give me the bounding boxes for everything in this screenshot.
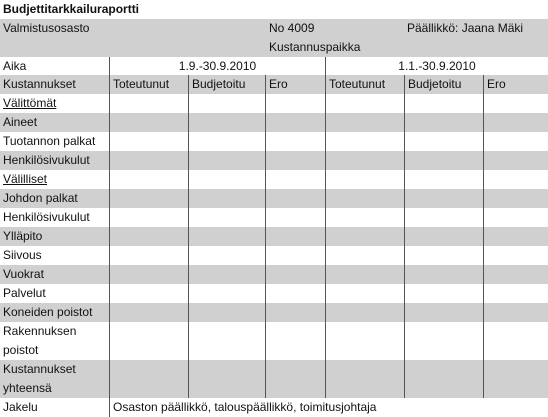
table-cell: [483, 284, 548, 303]
table-cell: [188, 227, 265, 246]
table-cell: [325, 284, 404, 303]
report-title: Budjettitarkkailuraportti: [0, 0, 548, 19]
table-cell: [265, 322, 325, 360]
table-cell: [188, 322, 265, 360]
row-label-total: Kustannukset yhteensä: [3, 362, 76, 395]
table-row: [0, 284, 548, 303]
table-cell: [265, 246, 325, 265]
table-row: [0, 227, 548, 246]
table-cell: [265, 208, 325, 227]
table-cell: [404, 94, 483, 113]
table-cell: [109, 94, 188, 113]
row-label: Koneiden poistot: [3, 305, 93, 319]
table-row: [0, 246, 548, 265]
row-label: Johdon palkat: [3, 191, 78, 205]
table-cell: [188, 284, 265, 303]
table-cell: [325, 265, 404, 284]
table-cell: [109, 208, 188, 227]
table-cell: [109, 322, 188, 360]
table-cell: [188, 208, 265, 227]
table-cell: [109, 360, 188, 398]
table-cell: [325, 132, 404, 151]
manager-name: Päällikkö: Jaana Mäki: [407, 21, 524, 35]
table-cell: [404, 322, 483, 360]
distribution-value: Osaston päällikkö, talouspäällikkö, toimitusjohtaja: [109, 398, 548, 417]
table-cell: [483, 227, 548, 246]
table-row-total: [0, 360, 548, 398]
header-info-row: [0, 19, 548, 57]
row-label: Henkilösivukulut: [3, 153, 90, 167]
table-row: [0, 322, 548, 360]
table-cell: [404, 246, 483, 265]
table-cell: [109, 246, 188, 265]
table-cell: [265, 151, 325, 170]
table-cell: [109, 151, 188, 170]
cost-center-label: Kustannuspaikka: [269, 40, 361, 54]
table-cell: [265, 170, 325, 189]
time-row: [0, 57, 548, 75]
table-cell: [265, 189, 325, 208]
table-cell: [109, 303, 188, 322]
table-cell: [404, 151, 483, 170]
table-row: [0, 303, 548, 322]
table-row: [0, 113, 548, 132]
table-cell: [404, 284, 483, 303]
time-label: Aika: [3, 59, 27, 73]
row-label: Siivous: [3, 248, 42, 262]
table-cell: [109, 113, 188, 132]
period-2: 1.1.-30.9.2010: [325, 57, 548, 75]
table-cell: [483, 360, 548, 398]
table-row: [0, 94, 548, 113]
table-cell: [325, 360, 404, 398]
table-cell: [404, 227, 483, 246]
budget-header-1: Budjetoitu: [188, 75, 265, 94]
table-cell: [404, 189, 483, 208]
table-cell: [188, 170, 265, 189]
table-row: [0, 151, 548, 170]
table-cell: [325, 151, 404, 170]
distribution-row: [0, 398, 548, 417]
table-cell: [483, 303, 548, 322]
table-cell: [325, 94, 404, 113]
table-cell: [325, 246, 404, 265]
table-cell: [109, 170, 188, 189]
table-cell: [404, 132, 483, 151]
row-label: Tuotannon palkat: [3, 134, 96, 148]
table-cell: [109, 265, 188, 284]
table-cell: [483, 265, 548, 284]
table-cell: [325, 113, 404, 132]
actual-header-1: Toteutunut: [109, 75, 188, 94]
row-label: Aineet: [3, 115, 38, 129]
table-cell: [265, 113, 325, 132]
table-row: [0, 170, 548, 189]
table-row: [0, 265, 548, 284]
table-cell: [325, 322, 404, 360]
actual-header-2: Toteutunut: [325, 75, 404, 94]
department-number: No 4009: [269, 21, 315, 35]
table-cell: [483, 170, 548, 189]
table-cell: [265, 303, 325, 322]
table-cell: [325, 170, 404, 189]
table-cell: [404, 360, 483, 398]
table-cell: [265, 360, 325, 398]
row-label: Vuokrat: [3, 267, 44, 281]
table-cell: [188, 113, 265, 132]
table-cell: [188, 360, 265, 398]
costs-header: Kustannukset: [3, 77, 76, 91]
table-cell: [188, 189, 265, 208]
table-cell: [483, 113, 548, 132]
table-row: [0, 208, 548, 227]
table-cell: [483, 208, 548, 227]
table-cell: [483, 246, 548, 265]
row-label: Rakennuksen poistot: [3, 324, 77, 357]
table-cell: [325, 227, 404, 246]
table-cell: [265, 284, 325, 303]
table-cell: [483, 94, 548, 113]
distribution-label: Jakelu: [3, 400, 38, 414]
table-cell: [483, 151, 548, 170]
table-cell: [265, 94, 325, 113]
row-label-direct: Välittömät: [3, 96, 57, 110]
diff-header-2: Ero: [483, 75, 548, 94]
period-1: 1.9.-30.9.2010: [109, 57, 325, 75]
table-cell: [483, 322, 548, 360]
table-cell: [188, 246, 265, 265]
table-cell: [483, 132, 548, 151]
table-cell: [188, 132, 265, 151]
table-cell: [325, 189, 404, 208]
table-row: [0, 189, 548, 208]
row-label: Henkilösivukulut: [3, 210, 90, 224]
table-cell: [404, 303, 483, 322]
row-label: Palvelut: [3, 286, 46, 300]
table-cell: [188, 303, 265, 322]
table-cell: [404, 170, 483, 189]
row-label-indirect: Välilliset: [3, 172, 48, 186]
diff-header-1: Ero: [265, 75, 325, 94]
table-cell: [325, 303, 404, 322]
budget-header-2: Budjetoitu: [404, 75, 483, 94]
column-header-row: [0, 75, 548, 94]
table-cell: [325, 208, 404, 227]
table-cell: [109, 132, 188, 151]
table-cell: [188, 94, 265, 113]
table-cell: [404, 208, 483, 227]
table-cell: [109, 284, 188, 303]
table-cell: [265, 265, 325, 284]
table-row: [0, 132, 548, 151]
table-cell: [109, 227, 188, 246]
table-cell: [109, 189, 188, 208]
table-cell: [265, 132, 325, 151]
table-cell: [404, 113, 483, 132]
table-cell: [404, 265, 483, 284]
table-cell: [265, 227, 325, 246]
department-name: Valmistusosasto: [3, 21, 90, 35]
table-cell: [188, 151, 265, 170]
table-cell: [188, 265, 265, 284]
table-cell: [483, 189, 548, 208]
row-label: Ylläpito: [3, 229, 43, 243]
